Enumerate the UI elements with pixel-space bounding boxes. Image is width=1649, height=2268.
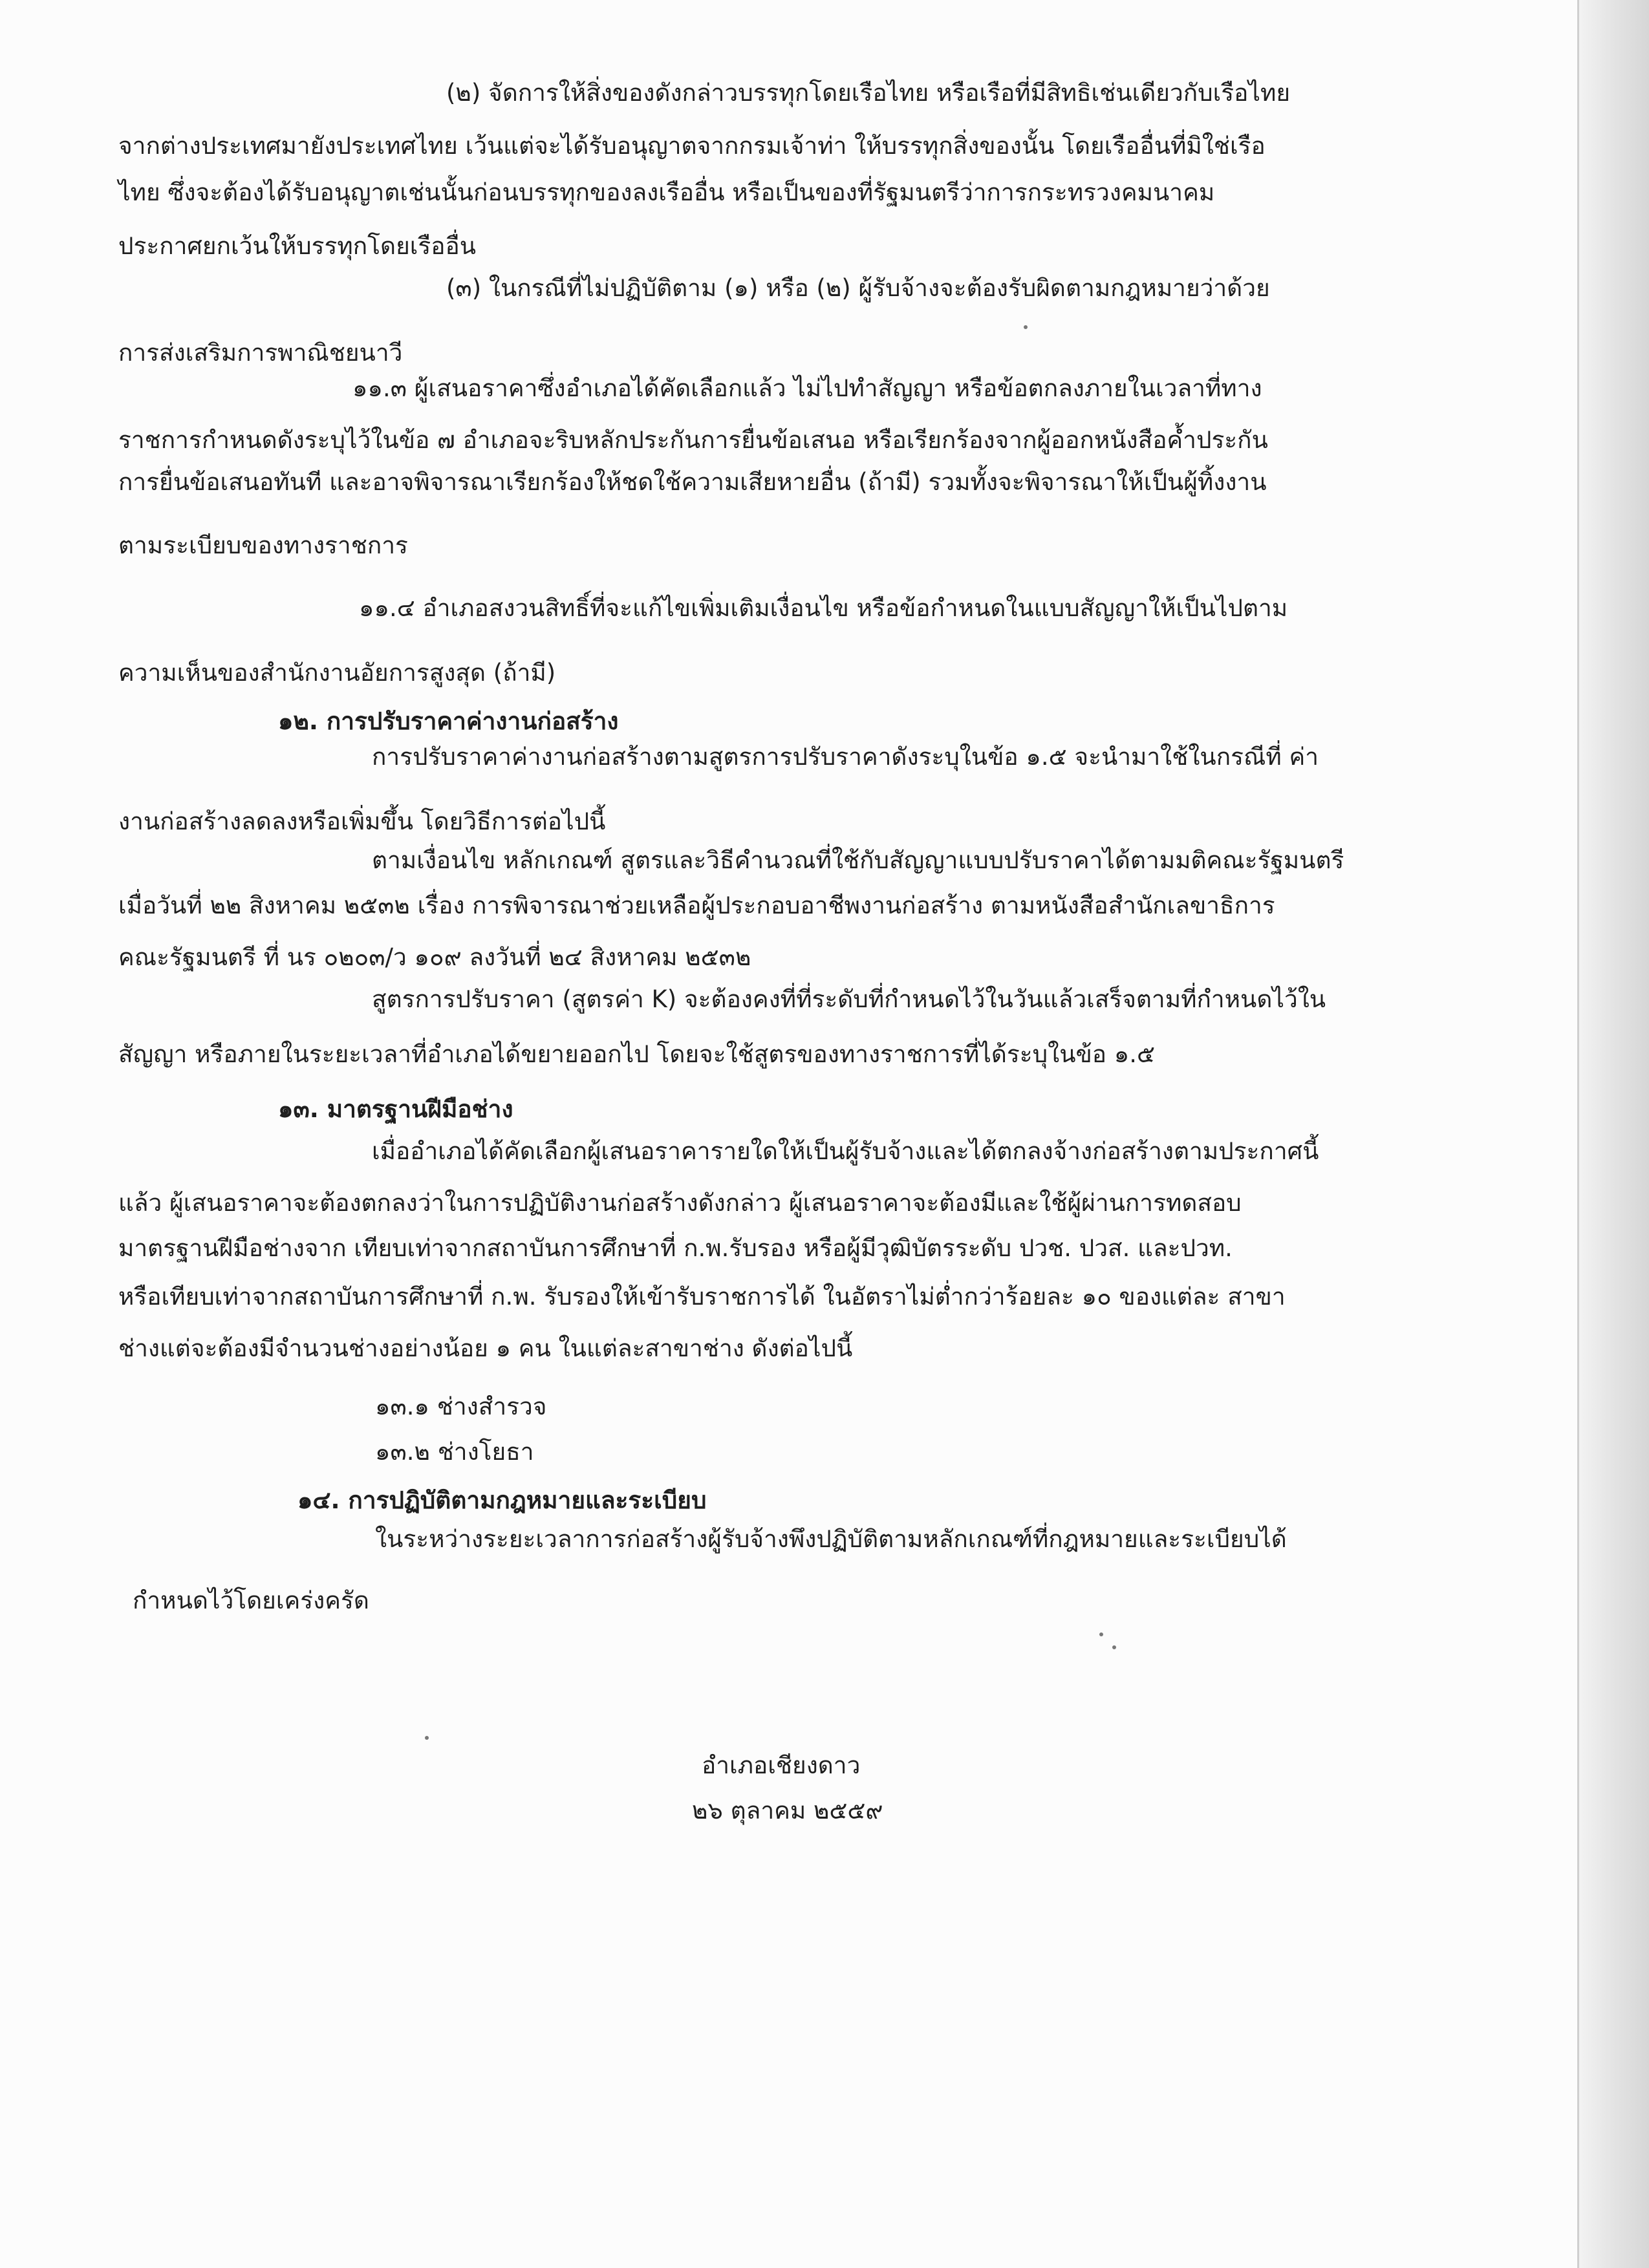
scan-speck	[1024, 325, 1028, 329]
scan-speck	[425, 1736, 429, 1740]
clause-12-line-5: คณะรัฐมนตรี ที่ นร ๐๒๐๓/ว ๑๐๙ ลงวันที่ ๒๔ สิงหาคม ๒๕๓๒	[118, 943, 751, 971]
clause-13-line-2: แล้ว ผู้เสนอราคาจะต้องตกลงว่าในการปฏิบัติงานก่อสร้างดังกล่าว ผู้เสนอราคาจะต้องมีและใช้ผู้ผ่านการทดสอบ	[118, 1189, 1242, 1217]
clause-12-line-1: การปรับราคาค่างานก่อสร้างตามสูตรการปรับราคาดังระบุในข้อ ๑.๕ จะนำมาใช้ในกรณีที่ ค่า	[372, 743, 1319, 771]
clause-13-line-1: เมื่ออำเภอได้คัดเลือกผู้เสนอราคารายใดให้เป็นผู้รับจ้างและได้ตกลงจ้างก่อสร้างตามประกาศนี้	[372, 1137, 1319, 1165]
clause-12-line-6: สูตรการปรับราคา (สูตรค่า K) จะต้องคงที่ที่ระดับที่กำหนดไว้ในวันแล้วเสร็จตามที่กำหนดไว้ใน	[372, 985, 1326, 1013]
scan-speck	[1112, 1645, 1116, 1649]
clause-11-4-line-1: ๑๑.๔ อำเภอสงวนสิทธิ์ที่จะแก้ไขเพิ่มเติมเงื่อนไข หรือข้อกำหนดในแบบสัญญาให้เป็นไปตาม	[359, 594, 1288, 622]
clause-14-line-2: กำหนดไว้โดยเคร่งครัด	[133, 1587, 369, 1614]
heading-13: ๑๓. มาตรฐานฝีมือช่าง	[278, 1095, 513, 1123]
clause-2-line-2: จากต่างประเทศมายังประเทศไทย เว้นแต่จะได้รับอนุญาตจากกรมเจ้าท่า ให้บรรทุกสิ่งของนั้น โดยเรืออื่นที่มิใช่เรือ	[118, 132, 1266, 160]
clause-11-4-line-2: ความเห็นของสำนักงานอัยการสูงสุด (ถ้ามี)	[118, 659, 556, 687]
clause-12-line-7: สัญญา หรือภายในระยะเวลาที่อำเภอได้ขยายออกไป โดยจะใช้สูตรของทางราชการที่ได้ระบุในข้อ ๑.๕	[118, 1040, 1156, 1068]
clause-11-3-line-4: ตามระเบียบของทางราชการ	[118, 531, 408, 559]
clause-3-line-2: การส่งเสริมการพาณิชยนาวี	[118, 339, 403, 367]
scan-edge-shadow	[1578, 0, 1649, 2268]
clause-14-line-1: ในระหว่างระยะเวลาการก่อสร้างผู้รับจ้างพึงปฏิบัติตามหลักเกณฑ์ที่กฎหมายและระเบียบได้	[375, 1525, 1287, 1553]
clause-11-3-line-1: ๑๑.๓ ผู้เสนอราคาซึ่งอำเภอได้คัดเลือกแล้ว ไม่ไปทำสัญญา หรือข้อตกลงภายในเวลาที่ทาง	[352, 374, 1262, 402]
clause-12-line-4: เมื่อวันที่ ๒๒ สิงหาคม ๒๕๓๒ เรื่อง การพิจารณาช่วยเหลือผู้ประกอบอาชีพงานก่อสร้าง ตามหนังสือสำนักเลขาธิการ	[118, 892, 1275, 919]
clause-13-line-3: มาตรฐานฝีมือช่างจาก เทียบเท่าจากสถาบันการศึกษาที่ ก.พ.รับรอง หรือผู้มีวุฒิบัตรระดับ ปวช. ปวส. และปวท.	[118, 1234, 1233, 1262]
clause-11-3-line-3: การยื่นข้อเสนอทันที และอาจพิจารณาเรียกร้องให้ชดใช้ความเสียหายอื่น (ถ้ามี) รวมทั้งจะพิจารณาให้เป็นผู้ทิ้งงาน	[118, 468, 1267, 496]
clause-13-2: ๑๓.๒ ช่างโยธา	[375, 1438, 534, 1466]
clause-12-line-3: ตามเงื่อนไข หลักเกณฑ์ สูตรและวิธีคำนวณที่ใช้กับสัญญาแบบปรับราคาได้ตามมติคณะรัฐมนตรี	[372, 846, 1344, 874]
clause-13-line-5: ช่างแต่จะต้องมีจำนวนช่างอย่างน้อย ๑ คน ในแต่ละสาขาช่าง ดังต่อไปนี้	[118, 1334, 853, 1362]
signature-date: ๒๖ ตุลาคม ๒๕๕๙	[692, 1797, 883, 1824]
scan-speck	[1099, 1632, 1103, 1636]
clause-13-1: ๑๓.๑ ช่างสำรวจ	[375, 1393, 547, 1420]
clause-2-line-3: ไทย ซึ่งจะต้องได้รับอนุญาตเช่นนั้นก่อนบรรทุกของลงเรืออื่น หรือเป็นของที่รัฐมนตรีว่าการกระทรวงคมนาคม	[118, 178, 1215, 206]
heading-14: ๑๔. การปฏิบัติตามกฎหมายและระเบียบ	[297, 1486, 707, 1514]
clause-13-line-4: หรือเทียบเท่าจากสถาบันการศึกษาที่ ก.พ. รับรองให้เข้ารับราชการได้ ในอัตราไม่ต่ำกว่าร้อยละ ๑๐ ของแต่ละ สาขา	[118, 1283, 1286, 1311]
clause-11-3-line-2: ราชการกำหนดดังระบุไว้ในข้อ ๗ อำเภอจะริบหลักประกันการยื่นข้อเสนอ หรือเรียกร้องจากผู้ออกหนังสือค้ำประกัน	[118, 426, 1268, 454]
clause-12-line-2: งานก่อสร้างลดลงหรือเพิ่มขึ้น โดยวิธีการต่อไปนี้	[118, 808, 606, 835]
clause-2-line-4: ประกาศยกเว้นให้บรรทุกโดยเรืออื่น	[118, 232, 477, 260]
clause-3-line-1: (๓) ในกรณีที่ไม่ปฏิบัติตาม (๑) หรือ (๒) ผู้รับจ้างจะต้องรับผิดตามกฎหมายว่าด้วย	[446, 274, 1270, 302]
clause-2-line-1: (๒) จัดการให้สิ่งของดังกล่าวบรรทุกโดยเรือไทย หรือเรือที่มีสิทธิเช่นเดียวกับเรือไทย	[446, 79, 1291, 107]
signature-office: อำเภอเชียงดาว	[702, 1751, 861, 1779]
heading-12: ๑๒. การปรับราคาค่างานก่อสร้าง	[278, 707, 619, 735]
